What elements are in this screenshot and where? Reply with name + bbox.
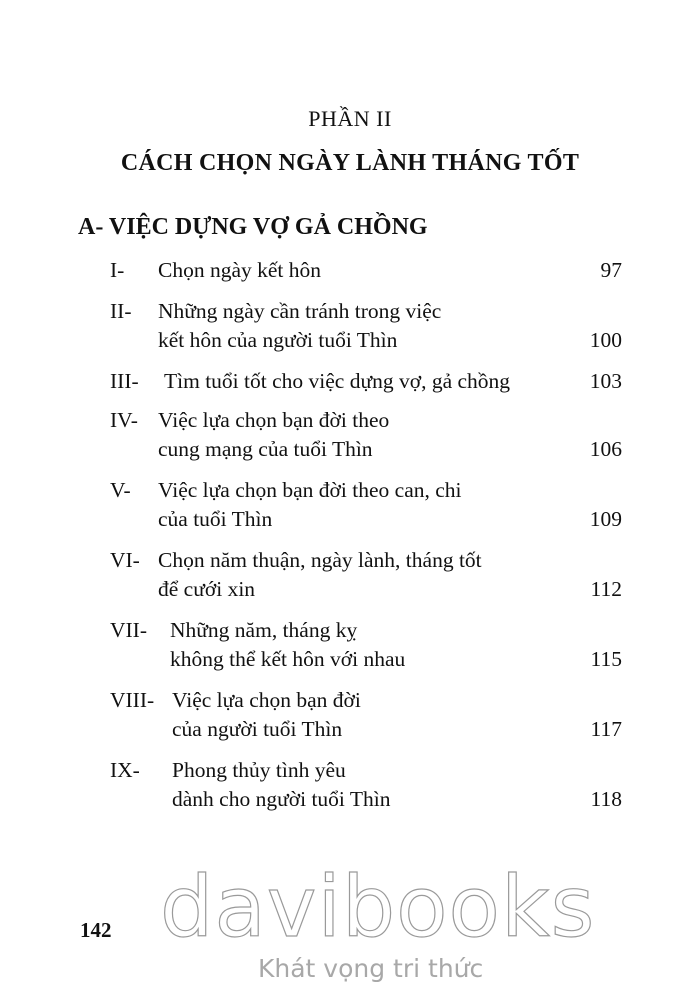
entry-title-line: dành cho người tuổi Thìn	[172, 787, 391, 811]
entry-page-number: 106	[589, 437, 622, 461]
entry-title-line: Những ngày cần tránh trong việc	[158, 299, 442, 323]
part-heading: PHẦN II	[308, 106, 392, 131]
entry-number: II-	[110, 299, 132, 323]
entry-title-line: Phong thủy tình yêu	[172, 758, 346, 782]
entry-page-number: 115	[590, 647, 622, 671]
entry-title-line: Việc lựa chọn bạn đời theo can, chi	[158, 478, 462, 502]
entry-title-line: cung mạng của tuổi Thìn	[158, 437, 373, 461]
watermark-slogan: Khát vọng tri thức	[258, 954, 484, 983]
entry-title-line: của người tuổi Thìn	[172, 717, 343, 741]
section-heading: A- VIỆC DỰNG VỢ GẢ CHỒNG	[78, 214, 428, 240]
entry-page-number: 118	[590, 787, 622, 811]
entry-number: I-	[110, 258, 125, 282]
entry-title-line: Tìm tuổi tốt cho việc dựng vợ, gả chồng	[164, 369, 511, 393]
entry-title-line: của tuổi Thìn	[158, 507, 273, 531]
entry-title-line: Những năm, tháng kỵ	[170, 618, 358, 642]
page-folio-number: 142	[80, 918, 112, 942]
watermark-brand: davibooks	[160, 858, 596, 956]
entry-number: IV-	[110, 408, 138, 432]
entry-title-line: để cưới xin	[158, 577, 256, 601]
entry-page-number: 117	[590, 717, 622, 741]
entry-page-number: 100	[589, 328, 622, 352]
entry-page-number: 97	[600, 258, 622, 282]
entry-title-line: Chọn năm thuận, ngày lành, tháng tốt	[158, 548, 482, 572]
entry-page-number: 112	[590, 577, 622, 601]
entry-number: VIII-	[110, 688, 155, 712]
entry-page-number: 103	[589, 369, 622, 393]
entry-title-line: kết hôn của người tuổi Thìn	[158, 328, 398, 352]
entry-number: III-	[110, 369, 139, 393]
chapter-title: CÁCH CHỌN NGÀY LÀNH THÁNG TỐT	[120, 150, 580, 176]
entry-number: IX-	[110, 758, 140, 782]
entry-title-line: Việc lựa chọn bạn đời	[172, 688, 361, 712]
entry-number: VI-	[110, 548, 140, 572]
entry-title-line: Việc lựa chọn bạn đời theo	[158, 408, 390, 432]
entry-title-line: không thể kết hôn với nhau	[170, 647, 406, 671]
entry-number: VII-	[110, 618, 148, 642]
entry-title-line: Chọn ngày kết hôn	[158, 258, 322, 282]
entry-number: V-	[110, 478, 131, 502]
entry-page-number: 109	[589, 507, 622, 531]
